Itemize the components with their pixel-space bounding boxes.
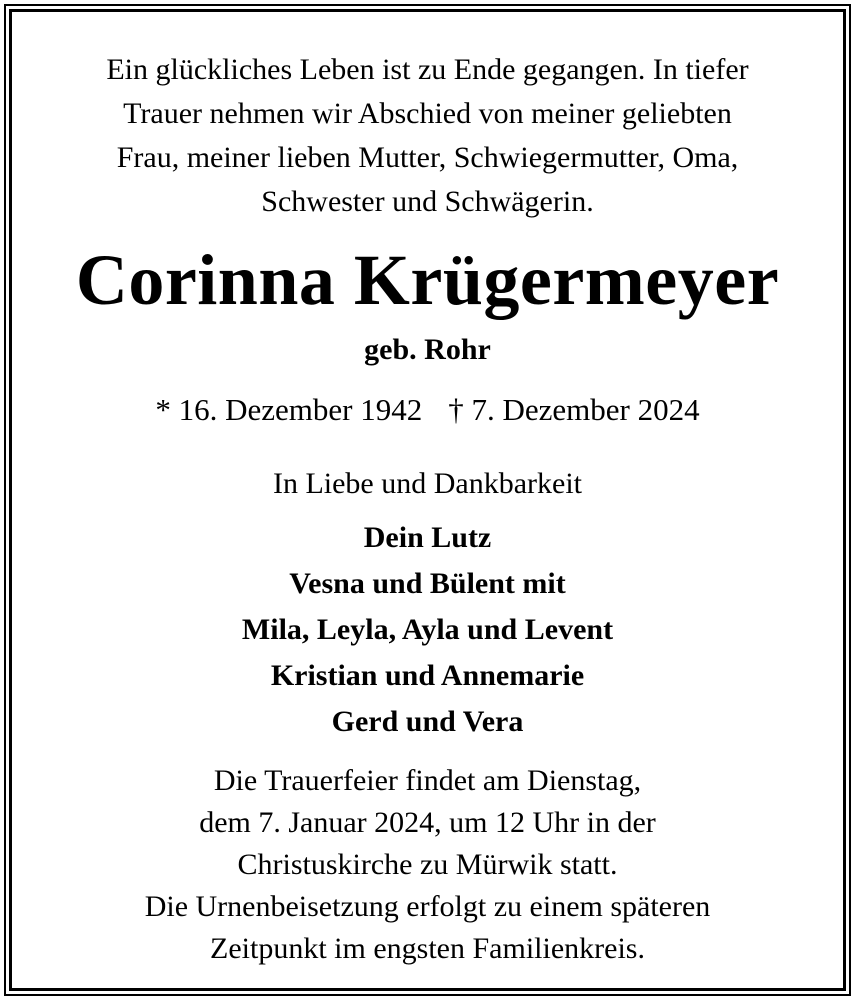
death-date: † 7. Dezember 2024: [448, 392, 700, 427]
intro-text: [12, 48, 843, 224]
maiden-name: geb. Rohr: [364, 333, 491, 366]
mourner-line: Kristian und Annemarie: [270, 659, 585, 692]
mourner-line: Gerd und Vera: [331, 705, 524, 738]
mourner-line: Vesna und Bülent mit: [289, 567, 566, 600]
intro-line: Schwester und Schwägerin.: [261, 185, 594, 218]
service-line: Die Trauerfeier findet am Dienstag,: [213, 764, 642, 797]
burial-line: Die Urnenbeisetzung erfolgt zu einem späteren: [144, 890, 711, 923]
urn-burial-info: [12, 886, 843, 970]
mourner-line: Mila, Leyla, Ayla und Levent: [241, 613, 614, 646]
intro-line: Trauer nehmen wir Abschied von meiner geliebten: [123, 97, 732, 130]
mourners-list: [12, 515, 843, 745]
service-line: dem 7. Januar 2024, um 12 Uhr in der: [199, 806, 656, 839]
intro-line: Ein glückliches Leben ist zu Ende gegangen. In tiefer: [106, 53, 749, 86]
birth-date: * 16. Dezember 1942: [155, 392, 423, 427]
thanks-line: In Liebe und Dankbarkeit: [272, 467, 583, 500]
service-line: Christuskirche zu Mürwik statt.: [237, 848, 618, 881]
life-dates: [12, 388, 843, 432]
deceased-name: Corinna Krügermeyer: [75, 240, 780, 320]
funeral-service-info: [12, 760, 843, 886]
mourner-line: Dein Lutz: [363, 521, 492, 554]
burial-line: Zeitpunkt im engsten Familienkreis.: [210, 932, 645, 965]
intro-line: Frau, meiner lieben Mutter, Schwiegermutter, Oma,: [116, 141, 739, 174]
